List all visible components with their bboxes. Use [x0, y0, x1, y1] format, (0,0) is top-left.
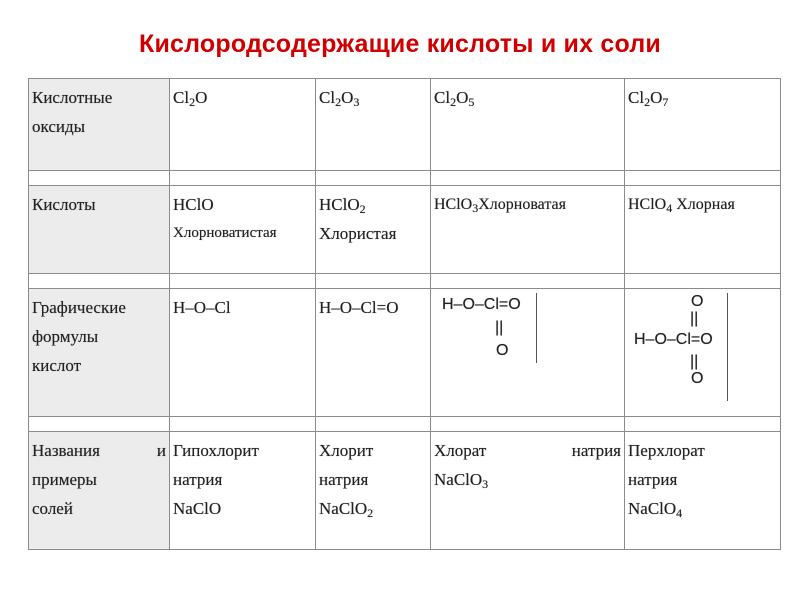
table-row-graphic — [29, 289, 781, 417]
row-header-graphic: Графические формулы кислот — [29, 289, 170, 417]
graphic-cell-2: H–O–Cl=O — [316, 289, 431, 417]
graphic-cell-1: H–O–Cl — [170, 289, 316, 417]
acid-cell-2: HClO$_2$ Хлористая — [316, 186, 431, 274]
divider-line — [727, 293, 728, 401]
table-row-oxides — [29, 79, 781, 171]
salt-cell-3: Хлорат натрия NaClO$_3$ — [431, 432, 625, 550]
divider-line — [536, 293, 537, 363]
page-title: Кислородсодержащие кислоты и их соли — [139, 30, 661, 58]
row-header-acids: Кислоты — [29, 186, 170, 274]
oxide-cell-1: $Cl_2O$ — [170, 79, 316, 171]
acid-cell-3: HClO$_3$Хлорноватая — [431, 186, 625, 274]
table-row-salts — [29, 432, 781, 550]
oxide-cell-2: $Cl_2O_3$ — [316, 79, 431, 171]
graphic-cell-4 — [625, 289, 781, 417]
salt-cell-2: Хлорит натрия NaClO$_2$ — [316, 432, 431, 550]
graphic-cell-3 — [431, 289, 625, 417]
salt-cell-1: Гипохлорит натрия NaClO — [170, 432, 316, 550]
row-header-salts: Названия и примеры солей — [29, 432, 170, 550]
row-header-oxides: Кислотные оксиды — [29, 79, 170, 171]
salt-cell-4: Перхлорат натрия NaClO$_4$ — [625, 432, 781, 550]
acid-cell-1: HClO Хлорноватистая — [170, 186, 316, 274]
structure-hclo4: O || H–O–Cl=O || O — [634, 293, 713, 387]
oxide-cell-3: $Cl_2O_5$ — [431, 79, 625, 171]
structure-hclo3: H–O–Cl=O || O — [442, 296, 521, 359]
oxide-cell-4: $Cl_2O_7$ — [625, 79, 781, 171]
acid-cell-4: HClO$_4$ Хлорная — [625, 186, 781, 274]
acids-table — [28, 78, 781, 550]
table-row-acids — [29, 186, 781, 274]
